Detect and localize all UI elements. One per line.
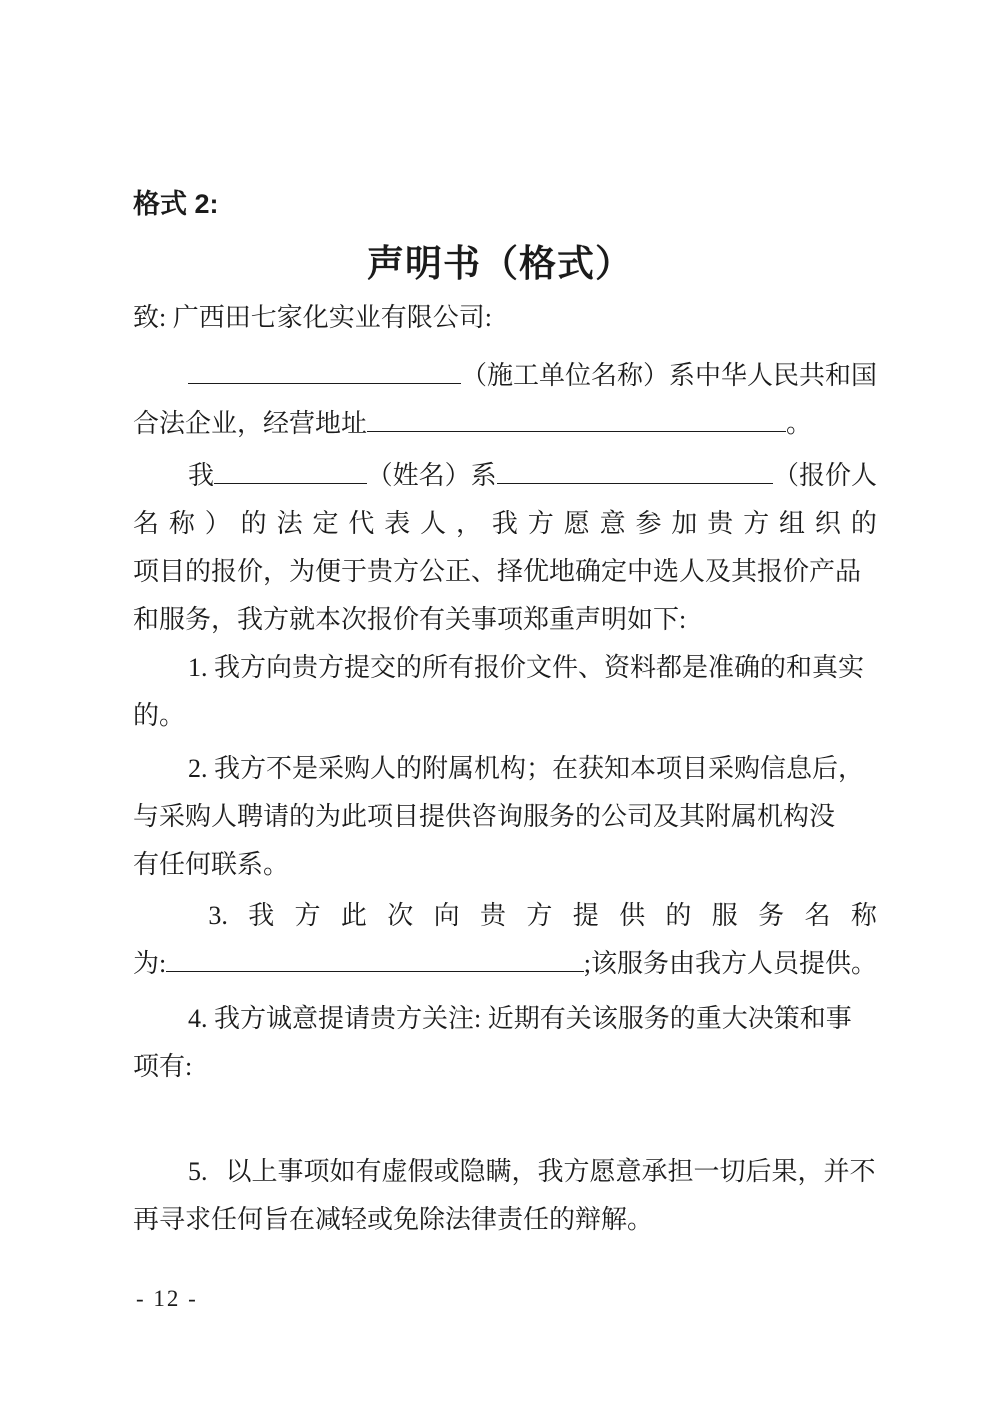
spread-character: 贵 [707, 509, 734, 538]
text-run: 与采购人聘请的为此项目提供咨询服务的公司及其附属机构没 [133, 802, 836, 831]
text-run: ;该服务由我方人员提供。 [583, 949, 877, 978]
document-title: 声明书（格式） [367, 244, 633, 285]
text-line [133, 995, 877, 1043]
text-line [133, 500, 877, 548]
spread-character: 方 [527, 509, 554, 538]
spread-character: 名 [804, 901, 831, 930]
spread-character: 称 [850, 901, 877, 930]
text-run: 4. 我方诚意提请贵方关注: 近期有关该服务的重大决策和事 [188, 1004, 852, 1033]
spread-character: 务 [758, 901, 785, 930]
text-run: 以上事项如有虚假或隐瞒，我方愿意承担一切后果，并不 [225, 1157, 876, 1186]
paragraph-legal-representative [133, 452, 877, 644]
text-run: 再寻求任何旨在减轻或免除法律责任的辩解。 [133, 1205, 654, 1234]
text-line [133, 940, 877, 988]
text-run: 我 [188, 461, 215, 490]
fill-in-blank [367, 405, 786, 432]
spread-character: 定 [312, 509, 339, 538]
text-line [133, 400, 877, 448]
spread-character: 服 [711, 901, 738, 930]
spread-character: 次 [387, 901, 414, 930]
spread-character: 我 [491, 509, 518, 538]
text-line [133, 452, 877, 500]
spread-character: 组 [779, 509, 806, 538]
text-run: 2. 我方不是采购人的附属机构；在获知本项目采购信息后， [188, 754, 865, 783]
fill-in-blank [166, 945, 584, 972]
text-run: 和服务，我方就本次报价有关事项郑重声明如下: [133, 605, 687, 634]
text-line [133, 548, 877, 596]
text-run: 致: 广西田七家化实业有限公司: [133, 303, 492, 332]
spread-character: 称 [168, 509, 195, 538]
text-run: 合法企业，经营地址 [133, 409, 368, 438]
spread-character: 法 [276, 509, 303, 538]
paragraph-company-intro [133, 352, 877, 448]
spread-character: 向 [433, 901, 460, 930]
spread-character: 方 [743, 509, 770, 538]
text-line [133, 1043, 877, 1091]
text-line [133, 692, 877, 740]
spread-character: 方 [526, 901, 553, 930]
spread-character: 的 [665, 901, 692, 930]
text-line [133, 1148, 877, 1196]
text-line [133, 1196, 877, 1244]
spread-character: 提 [572, 901, 599, 930]
spread-character: 的 [240, 509, 267, 538]
spread-character: 我 [248, 901, 275, 930]
spread-character: 供 [619, 901, 646, 930]
text-run: 3. [208, 901, 228, 930]
text-line [133, 596, 877, 644]
spread-character: 人 [420, 509, 447, 538]
spread-character: 此 [340, 901, 367, 930]
document-body [133, 294, 877, 1244]
spread-character: 愿 [563, 509, 590, 538]
text-run: 有任何联系。 [133, 850, 290, 879]
paragraph-item-4 [133, 995, 877, 1091]
text-run: （报价人 [772, 461, 877, 490]
fill-in-blank [214, 457, 367, 484]
text-run: 项目的报价，为便于贵方公正、择优地确定中选人及其报价产品 [133, 557, 862, 586]
spread-character: 表 [384, 509, 411, 538]
paragraph-item-5 [133, 1148, 877, 1244]
spread-character: 名 [133, 509, 160, 538]
text-run: 5. [188, 1157, 208, 1186]
spread-character: 意 [599, 509, 626, 538]
spread-character: ， [456, 509, 483, 538]
text-line [133, 745, 877, 793]
text-line [133, 644, 877, 692]
spread-character: 代 [348, 509, 375, 538]
text-line [133, 352, 877, 400]
spread-character: 的 [850, 509, 877, 538]
spread-character: 参 [635, 509, 662, 538]
format-label: 格式 2: [133, 189, 219, 219]
spread-character: ） [204, 509, 231, 538]
text-run: （姓名）系 [366, 461, 497, 490]
paragraph-item-1 [133, 644, 877, 740]
text-line [133, 294, 877, 342]
spread-character: 加 [671, 509, 698, 538]
text-run: 项有: [133, 1052, 193, 1081]
fill-in-blank [188, 357, 461, 384]
text-run: 的。 [133, 701, 186, 730]
text-line [133, 892, 877, 940]
paragraph-salutation [133, 294, 877, 342]
fill-in-blank [497, 457, 773, 484]
page-number: - 12 - [136, 1286, 198, 1311]
paragraph-item-2 [133, 745, 877, 889]
text-line [133, 841, 877, 889]
spread-character: 织 [814, 509, 841, 538]
text-line [133, 793, 877, 841]
text-run: 1. 我方向贵方提交的所有报价文件、资料都是准确的和真实 [188, 653, 865, 682]
text-run: （施工单位名称）系中华人民共和国 [460, 361, 877, 390]
text-run: 。 [786, 409, 813, 438]
text-run: 为: [133, 949, 167, 978]
spread-character: 方 [294, 901, 321, 930]
paragraph-item-3 [133, 892, 877, 988]
spread-character: 贵 [479, 901, 506, 930]
